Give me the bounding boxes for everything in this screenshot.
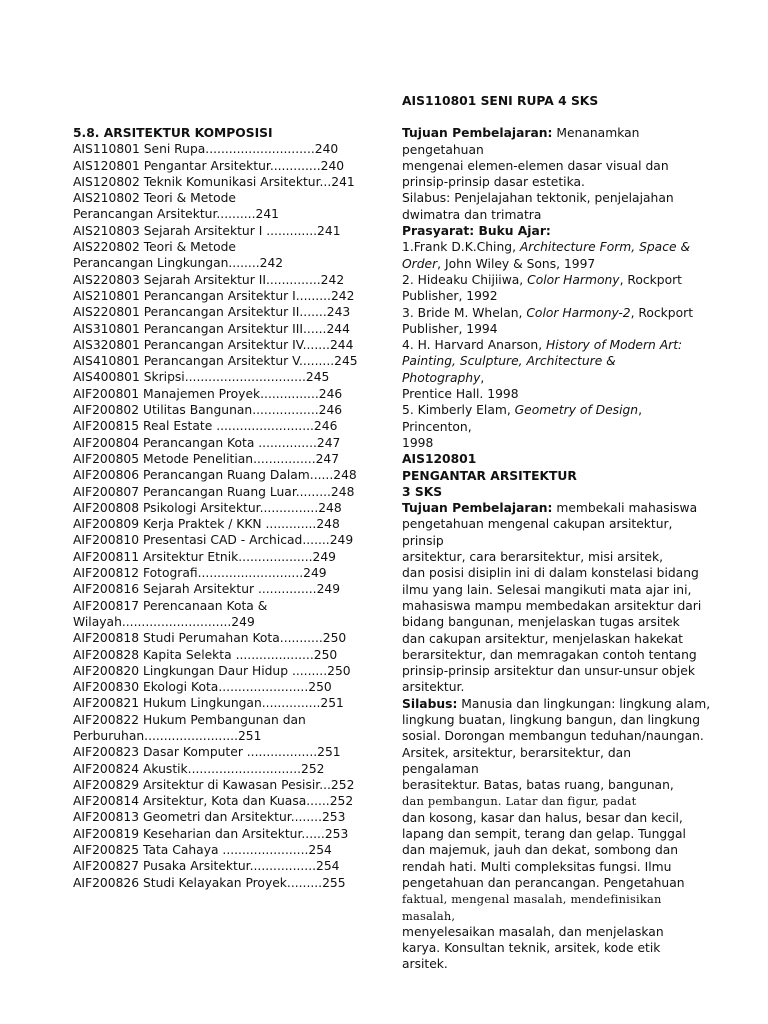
toc-entry: AIF200817 Perencanaan Kota & [73,598,268,613]
toc-entry: AIF200823 Dasar Komputer ..................251 [73,745,341,760]
course1-tujuan-text [402,142,714,223]
reference-pre: Princenton, [402,419,472,434]
reference-line [402,321,714,337]
toc-entry: AIF200819 Keseharian dan Arsitektur......253 [73,826,349,841]
reference-post: , John Wiley & Sons, 1997 [437,256,596,271]
toc-entry: AIF200809 Kerja Praktek / KKN .............248 [73,517,340,532]
toc-entry: AIF200825 Tata Cahaya ......................254 [73,843,332,858]
course2-tujuan-text-line: mahasiswa mampu membedakan arsitektur dari [402,598,702,613]
toc-entry: AIS210801 Perancangan Arsitektur I.........242 [73,288,355,303]
reference-line [402,337,714,353]
toc-entry: AIF200811 Arsitektur Etnik...................249 [73,549,337,564]
course2-tujuan-text [402,516,714,695]
course2-code: AIS120801 [402,452,477,467]
course2-silabus-text-line: sosial. Dorongan membangun teduhan/naungan. [402,729,704,744]
toc-entry: AIF200807 Perancangan Ruang Luar.........248 [73,484,355,499]
toc-entry: AIF200824 Akustik.............................252 [73,761,325,776]
course2-tujuan-text-line: ilmu yang lain. Selesai mangikuti mata ajar ini, [402,582,692,597]
course2-silabus-text-line: dan kosong, kasar dan halus, besar dan kecil, [402,810,683,825]
toc-entry: AIS220803 Sejarah Arsitektur II..............242 [73,272,345,287]
reference-line [402,370,714,386]
toc-entry: Wilayah............................249 [73,614,255,629]
course2-tujuan-text-line: prinsip-prinsip arsitektur dan unsur-unsur objek [402,664,695,679]
toc-entry: AIF200829 Arsitektur di Kawasan Pesisir...252 [73,777,355,792]
course2-silabus-text-line: karya. Konsultan teknik, arsitek, kode etik [402,941,661,956]
toc-entry: AIF200818 Studi Perumahan Kota...........250 [73,631,347,646]
course2-silabus-text-line: pengetahuan dan perancangan. Pengetahuan [402,875,685,890]
reference-it: Photography [402,370,481,385]
course1-tujuan-text-line: pengetahuan [402,142,484,157]
toc-entry: AIF200810 Presentasi CAD - Archicad.......249 [73,533,354,548]
reference-pre: Publisher, 1992 [402,289,498,304]
reference-it: Architecture Form, Space & [519,240,691,255]
toc-entry: AIS310801 Perancangan Arsitektur III......244 [73,321,350,336]
course2-silabus-text-line: menyelesaikan masalah, dan menjelaskan [402,924,664,939]
reference-pre: 3. Bride M. Whelan, [402,305,527,320]
reference-it: Color Harmony-2 [526,305,631,320]
course2-tujuan-text-line: berarsitektur, dan memragakan contoh tentang [402,647,697,662]
course1-tujuan-text-line: prinsip-prinsip dasar estetika. [402,175,585,190]
toc-entry: AIF200802 Utilitas Bangunan.................246 [73,403,343,418]
toc-entry: AIF200830 Ekologi Kota.......................250 [73,680,332,695]
course2-tujuan-text-line: dan cakupan arsitektur, menjelaskan hakekat [402,631,683,646]
course2-silabus-text-line: arsitek. [402,957,448,972]
course2-silabus-text-line: dan pembangun. Latar dan figur, padat [402,794,637,809]
reference-pre: 1998 [402,435,434,450]
course2-silabus-text [402,712,714,973]
toc-entry: AIF200821 Hukum Lingkungan...............251 [73,696,344,711]
reference-line [402,353,714,369]
toc-entry: AIF200804 Perancangan Kota ...............247 [73,435,341,450]
toc-entry: AIS220801 Perancangan Arsitektur II.......243 [73,305,351,320]
toc-entry: AIF200806 Perancangan Ruang Dalam......248 [73,468,357,483]
toc-entry: Perancangan Arsitektur..........241 [73,207,279,222]
course2-silabus-text-line: masalah, [402,908,456,923]
reference-pre: Prentice Hall. 1998 [402,387,519,402]
toc-entry: AIF200828 Kapita Selekta ....................250 [73,647,338,662]
reference-line [402,239,714,255]
course2-silabus-first: Manusia dan lingkungan: lingkung alam, [457,696,711,711]
course2-tujuan-label: Tujuan Pembelajaran: [402,501,553,516]
course2-silabus-text-line: lingkung buatan, lingkung bangun, dan lingkung [402,712,701,727]
toc-entry: AIF200801 Manajemen Proyek...............246 [73,386,343,401]
reference-line [402,402,714,418]
reference-line [402,288,714,304]
course1-references [402,239,714,451]
course2-silabus-text-line: faktual, mengenal masalah, mendefinisikan [402,892,662,907]
reference-pre: 2. Hideaku Chijiiwa, [402,272,528,287]
course2-tujuan-text-line: dan posisi disiplin ini di dalam konstelasi bidang [402,566,699,581]
toc-entry: AIF200822 Hukum Pembangunan dan [73,712,306,727]
toc-entry: AIF200805 Metode Penelitian................247 [73,451,340,466]
reference-pre: 1.Frank D.K.Ching, [402,240,520,255]
toc-entry: AIS210803 Sejarah Arsitektur I .............241 [73,223,341,238]
reference-it: History of Modern Art: [546,338,683,353]
toc-entry: AIF200812 Fotografi...........................249 [73,566,327,581]
course1-tujuan-text-line: mengenai elemen-elemen dasar visual dan [402,158,669,173]
toc-entry: AIF200815 Real Estate .........................246 [73,419,338,434]
course2-silabus-text-line: Arsitek, arsitektur, berarsitektur, dan [402,745,631,760]
toc-entry: AIF200808 Psikologi Arsitektur...............248 [73,500,342,515]
toc-entry: AIS400801 Skripsi...............................245 [73,370,330,385]
toc-entry: AIS220802 Teori & Metode [73,240,236,255]
section-heading: 5.8. ARSITEKTUR KOMPOSISI [73,126,273,140]
course2-tujuan-text-line: arsitektur, cara berarsitektur, misi arsitek, [402,550,664,565]
reference-post: , [480,370,485,385]
course2-tujuan-text-line: prinsip [402,533,444,548]
toc-entry: AIF200816 Sejarah Arsitektur ...............249 [73,582,341,597]
reference-it: Geometry of Design [514,403,639,418]
reference-line [402,272,714,288]
reference-pre: 5. Kimberly Elam, [402,403,515,418]
course1-tujuan-text-line: dwimatra dan trimatra [402,207,542,222]
course2-tujuan-text-line: pengetahuan mengenal cakupan arsitektur, [402,517,673,532]
course2-silabus-text-line: dan majemuk, jauh dan dekat, sombong dan [402,843,679,858]
reference-line [402,256,714,272]
course2-tujuan-line [402,500,714,516]
toc-entry: AIF200814 Arsitektur, Kota dan Kuasa......252 [73,794,354,809]
reference-post: , Rockport [630,305,694,320]
course1-title: AIS110801 SENI RUPA 4 SKS [402,94,599,108]
reference-post: , [638,403,643,418]
toc-entry: AIF200820 Lingkungan Daur Hidup .........250 [73,663,351,678]
toc-entry: AIS410801 Perancangan Arsitektur V.........245 [73,354,358,369]
course2-silabus-text-line: pengalaman [402,761,479,776]
reference-line [402,435,714,451]
course2-tujuan-text-line: bidang bangunan, menjelaskan tugas arsitek [402,615,680,630]
course1-tujuan-label: Tujuan Pembelajaran: [402,126,553,141]
course2-sks: 3 SKS [402,484,443,499]
reference-post: , Rockport [619,272,682,287]
toc-list [73,141,373,891]
reference-it: Color Harmony [527,272,620,287]
reference-it: Order [402,256,438,271]
course2-tujuan-first: membekali mahasiswa [552,501,698,516]
course-descriptions [402,93,714,973]
course2-silabus-line [402,696,714,712]
course2-silabus-label: Silabus: [402,696,458,711]
toc-entry: AIS320801 Perancangan Arsitektur IV.......244 [73,337,354,352]
course1-tujuan-first: Menanamkan [552,126,640,141]
course2-tujuan-text-line: arsitektur. [402,680,465,695]
course2-silabus-text-line: rendah hati. Multi compleksitas fungsi. Ilmu [402,859,672,874]
course2-silabus-text-line: lapang dan sempit, terang dan gelap. Tunggal [402,827,686,842]
course2-silabus-text-line: berasitektur. Batas, batas ruang, bangunan, [402,778,674,793]
toc-entry: AIS120801 Pengantar Arsitektur.............240 [73,158,345,173]
toc-entry: AIF200827 Pusaka Arsitektur.................254 [73,859,340,874]
reference-line [402,305,714,321]
toc-entry: AIS210802 Teori & Metode [73,191,236,206]
toc-entry: Perburuhan........................251 [73,728,262,743]
reference-pre: Publisher, 1994 [402,321,498,336]
course1-tujuan-line [402,125,714,141]
course2-name: PENGANTAR ARSITEKTUR [402,468,577,483]
reference-it: Painting, Sculpture, Architecture & [402,354,616,369]
toc-entry: AIS110801 Seni Rupa............................240 [73,142,339,157]
toc-entry: AIF200826 Studi Kelayakan Proyek.........255 [73,875,346,890]
toc-entry: Perancangan Lingkungan........242 [73,256,284,271]
course1-prasyarat: Prasyarat: Buku Ajar: [402,224,551,239]
toc-entry: AIF200813 Geometri dan Arsitektur........253 [73,810,346,825]
reference-line [402,419,714,435]
reference-pre: 4. H. Harvard Anarson, [402,338,547,353]
reference-line [402,386,714,402]
table-of-contents [73,125,373,891]
toc-entry: AIS120802 Teknik Komunikasi Arsitektur...241 [73,174,355,189]
course1-tujuan-text-line: Silabus: Penjelajahan tektonik, penjelajahan [402,191,674,206]
